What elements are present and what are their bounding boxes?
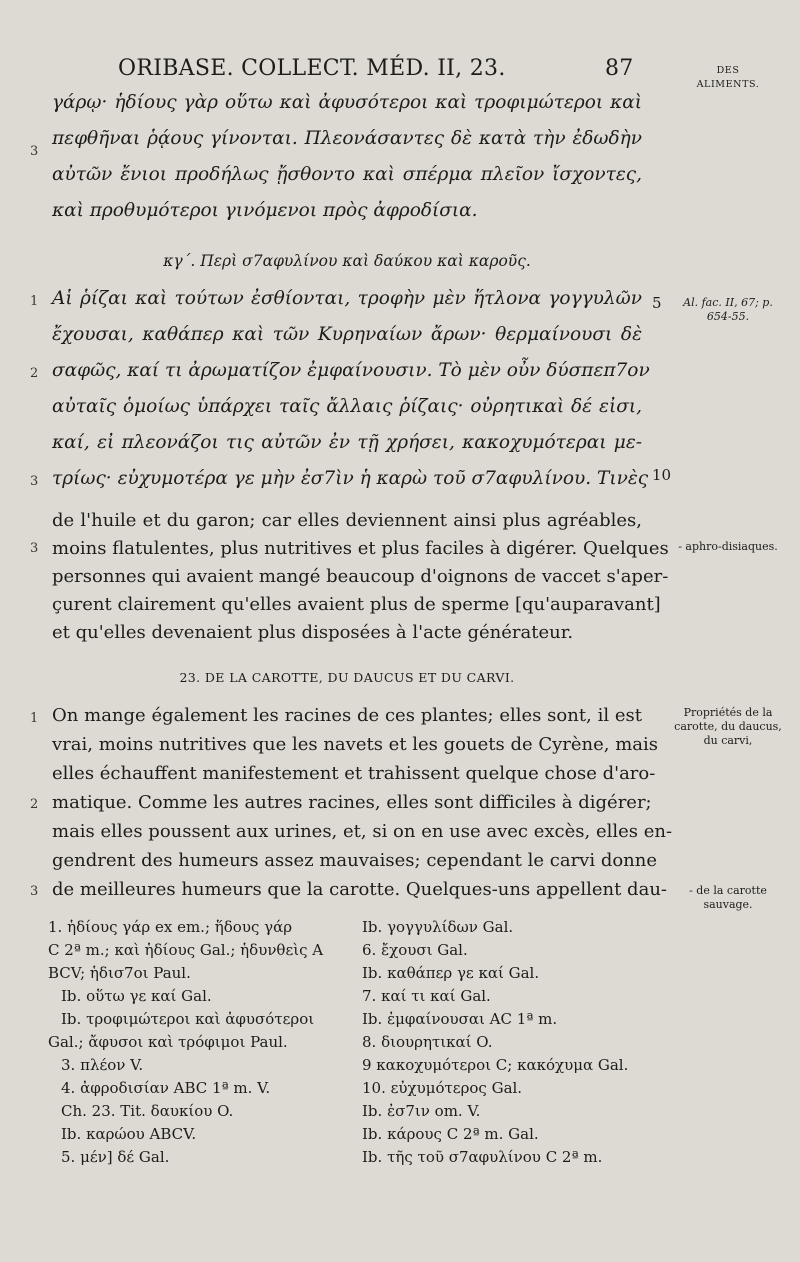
greek-line: αὐτῶν ἔνιοι προδήλως ᾔσθοντο καὶ σπέρμα πλεῖον ἴσχοντες, [52, 164, 642, 185]
greek-chapter-title: κγ΄. Περὶ σ7αφυλίνου καὶ δαύκου καὶ καροῦς. [163, 252, 531, 270]
note-entry: Ib. κάρους C 2ª m. Gal. [362, 1125, 539, 1143]
note-entry: 5. μέν] δέ Gal. [61, 1148, 170, 1166]
note-entry: 3. πλέον V. [61, 1056, 144, 1074]
note-entry: Ib. γογγυλίδων Gal. [362, 918, 514, 936]
right-line-number: 10 [652, 466, 672, 484]
note-entry: Ib. ἐμφαίνουσαι AC 1ª m. [362, 1010, 558, 1028]
margin-note: - aphro-disiaques. [678, 540, 778, 553]
margin-section-label [672, 64, 784, 92]
french-line: moins flatulentes, plus nutritives et plus faciles à digérer. Quelques [52, 538, 669, 559]
margin-note: Propriétés de la carotte, du daucus, du carvi, [674, 706, 782, 747]
french-line: On mange également les racines de ces plantes; elles sont, il est [52, 705, 642, 726]
french-line: et qu'elles devenaient plus disposées à l'acte générateur. [52, 622, 574, 643]
margin-label-line: ALIMENTS. [696, 79, 760, 90]
line-number: 1 [30, 294, 39, 309]
line-number: 3 [30, 474, 39, 489]
greek-line: πεφθῆναι ῥᾴους γίνονται. Πλεονάσαντες δὲ κατὰ τὴν ἐδωδὴν [52, 128, 642, 149]
notes-left-column [48, 918, 348, 1171]
line-number: 3 [30, 884, 39, 899]
greek-line: Αἱ ῥίζαι καὶ τούτων ἐσθίονται, τροφὴν μὲν ἥτλονα γογγυλῶν [52, 288, 642, 309]
french-line: vrai, moins nutritives que les navets et les gouets de Cyrène, mais [52, 734, 659, 755]
french-line: gendrent des humeurs assez mauvaises; cependant le carvi donne [52, 850, 658, 871]
note-entry: Gal.; ἄφυσοι καὶ τρόφιμοι Paul. [48, 1033, 288, 1051]
note-entry: 1. ἡδίους γάρ ex em.; ἥδους γάρ [48, 918, 293, 936]
french-line: de meilleures humeurs que la carotte. Quelques-uns appellent dau- [52, 879, 667, 900]
french-line: de l'huile et du garon; car elles deviennent ainsi plus agréables, [52, 510, 642, 531]
french-line: matique. Comme les autres racines, elles sont difficiles à digérer; [52, 792, 652, 813]
note-entry: 4. ἀφροδισίαν ABC 1ª m. V. [61, 1079, 271, 1097]
note-entry: 7. καί τι καί Gal. [362, 987, 491, 1005]
right-line-number: 5 [652, 294, 662, 312]
note-entry: BCV; ἡδισ7οι Paul. [48, 964, 191, 982]
note-entry: 10. εὐχυμότερος Gal. [362, 1079, 523, 1097]
margin-reference: Al. fac. II, 67; p. 654-55. [683, 296, 773, 323]
greek-line: αὐταῖς ὁμοίως ὑπάρχει ταῖς ἄλλαις ῥίζαις· οὐρητικαὶ δέ εἰσι, [52, 396, 642, 417]
french-line: çurent clairement qu'elles avaient plus de sperme [qu'auparavant] [52, 594, 661, 615]
note-entry: Ib. ἐσ7ιν om. V. [362, 1102, 481, 1120]
line-number: 3 [30, 541, 39, 556]
note-entry: Ch. 23. Tit. δαυκίου O. [61, 1102, 234, 1120]
note-entry: Ib. καθάπερ γε καί Gal. [362, 964, 540, 982]
greek-line: ἔχουσαι, καθάπερ καὶ τῶν Κυρηναίων ἄρων· θερμαίνουσι δὲ [52, 324, 642, 345]
greek-line: σαφῶς, καί τι ἀρωματίζον ἐμφαίνουσιν. Τὸ μὲν οὖν δύσπεπ7ον [52, 360, 650, 381]
notes-right-column [362, 918, 652, 1171]
note-entry: Ib. καρώου ABCV. [61, 1125, 197, 1143]
margin-label-line: DES [716, 65, 740, 76]
greek-line: γάρῳ· ἡδίους γὰρ οὕτω καὶ ἀφυσότεροι καὶ τροφιμώτεροι καὶ [52, 92, 642, 113]
note-entry: 6. ἔχουσι Gal. [362, 941, 468, 959]
french-line: elles échauffent manifestement et trahissent quelque chose d'aro- [52, 763, 656, 784]
note-entry: C 2ª m.; καὶ ἡδίους Gal.; ἡδυνθεὶς A [48, 941, 324, 959]
greek-line: καί, εἰ πλεονάζοι τις αὐτῶν ἐν τῇ χρήσει, κακοχυμότεραι με- [52, 432, 642, 453]
greek-line: τρίως· εὐχυμοτέρα γε μὴν ἐσ7ὶν ἡ καρὼ τοῦ σ7αφυλίνου. Τινὲς [52, 468, 649, 489]
running-title: ORIBASE. COLLECT. MÉD. II, 23. [118, 56, 506, 81]
french-line: personnes qui avaient mangé beaucoup d'oignons de vaccet s'aper- [52, 566, 669, 587]
french-chapter-title: 23. DE LA CAROTTE, DU DAUCUS ET DU CARVI. [179, 670, 515, 685]
margin-note: - de la carotte sauvage. [689, 884, 767, 911]
line-number: 2 [30, 797, 39, 812]
page-number: 87 [605, 56, 634, 81]
french-line: mais elles poussent aux urines, et, si on en use avec excès, elles en- [52, 821, 673, 842]
line-number: 1 [30, 711, 39, 726]
line-number: 3 [30, 144, 39, 159]
note-entry: Ib. τῆς τοῦ σ7αφυλίνου C 2ª m. [362, 1148, 603, 1166]
line-number: 2 [30, 366, 39, 381]
note-entry: 9 κακοχυμότεροι C; κακόχυμα Gal. [362, 1056, 629, 1074]
note-entry: Ib. οὕτω γε καί Gal. [61, 987, 212, 1005]
note-entry: Ib. τροφιμώτεροι καὶ ἀφυσότεροι [61, 1010, 315, 1028]
note-entry: 8. διουρητικαί O. [362, 1033, 493, 1051]
greek-line: καὶ προθυμότεροι γινόμενοι πρὸς ἀφροδίσια. [52, 200, 478, 221]
